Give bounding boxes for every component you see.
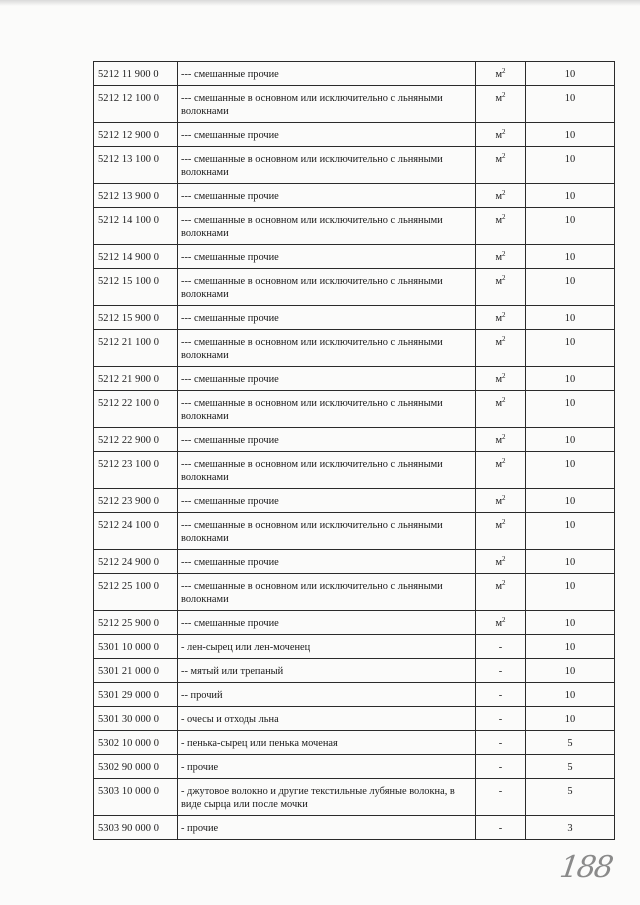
commodity-code-cell: 5212 24 100 0	[94, 513, 178, 550]
unit-exponent: 2	[502, 250, 506, 258]
table-row	[94, 147, 615, 184]
unit-cell	[476, 707, 526, 731]
description-cell: --- смешанные в основном или исключительно с льняными волокнами	[178, 269, 476, 306]
commodity-code-cell: 5301 30 000 0	[94, 707, 178, 731]
unit-symbol: -	[498, 823, 503, 834]
table-row	[94, 428, 615, 452]
unit-exponent: 2	[502, 91, 506, 99]
unit-cell	[476, 755, 526, 779]
unit-symbol: м	[495, 191, 503, 202]
table-row	[94, 683, 615, 707]
duty-rate-cell: 10	[526, 86, 615, 123]
unit-cell	[476, 147, 526, 184]
commodity-code-cell: 5212 15 900 0	[94, 306, 178, 330]
duty-rate-cell: 10	[526, 367, 615, 391]
commodity-code-cell: 5302 90 000 0	[94, 755, 178, 779]
unit-exponent: 2	[502, 213, 506, 221]
table-row	[94, 62, 615, 86]
unit-symbol: м	[495, 215, 503, 226]
scan-edge-shadow	[0, 0, 640, 6]
unit-cell	[476, 245, 526, 269]
description-cell: --- смешанные в основном или исключительно с льняными волокнами	[178, 452, 476, 489]
unit-cell	[476, 513, 526, 550]
description-cell: --- смешанные в основном или исключительно с льняными волокнами	[178, 147, 476, 184]
unit-symbol: м	[495, 496, 503, 507]
unit-cell	[476, 611, 526, 635]
commodity-code-cell: 5303 10 000 0	[94, 779, 178, 816]
unit-symbol: м	[495, 374, 503, 385]
table-row	[94, 659, 615, 683]
description-cell: --- смешанные прочие	[178, 489, 476, 513]
unit-symbol: -	[498, 690, 503, 701]
unit-symbol: м	[495, 337, 503, 348]
duty-rate-cell: 10	[526, 62, 615, 86]
commodity-code-cell: 5301 29 000 0	[94, 683, 178, 707]
description-cell: - прочие	[178, 755, 476, 779]
commodity-code-cell: 5212 23 900 0	[94, 489, 178, 513]
commodity-code-cell: 5212 22 100 0	[94, 391, 178, 428]
duty-rate-cell: 10	[526, 269, 615, 306]
unit-cell	[476, 184, 526, 208]
description-cell: - прочие	[178, 816, 476, 840]
unit-cell	[476, 306, 526, 330]
description-cell: --- смешанные прочие	[178, 62, 476, 86]
duty-rate-cell: 10	[526, 330, 615, 367]
duty-rate-cell: 10	[526, 428, 615, 452]
unit-cell	[476, 452, 526, 489]
unit-cell	[476, 635, 526, 659]
description-cell: -- прочий	[178, 683, 476, 707]
unit-exponent: 2	[502, 67, 506, 75]
duty-rate-cell: 10	[526, 513, 615, 550]
unit-cell	[476, 659, 526, 683]
duty-rate-cell: 10	[526, 391, 615, 428]
unit-symbol: м	[495, 276, 503, 287]
duty-rate-cell: 10	[526, 683, 615, 707]
unit-cell	[476, 330, 526, 367]
commodity-code-cell: 5212 25 900 0	[94, 611, 178, 635]
duty-rate-cell: 3	[526, 816, 615, 840]
duty-rate-cell: 10	[526, 147, 615, 184]
description-cell: --- смешанные в основном или исключительно с льняными волокнами	[178, 574, 476, 611]
table-row	[94, 306, 615, 330]
table-row	[94, 816, 615, 840]
table-row	[94, 731, 615, 755]
unit-symbol: м	[495, 398, 503, 409]
unit-symbol: м	[495, 557, 503, 568]
unit-cell	[476, 123, 526, 147]
table-row	[94, 184, 615, 208]
unit-exponent: 2	[502, 152, 506, 160]
duty-rate-cell: 10	[526, 707, 615, 731]
description-cell: --- смешанные прочие	[178, 245, 476, 269]
unit-cell	[476, 489, 526, 513]
table-row	[94, 574, 615, 611]
unit-cell	[476, 816, 526, 840]
unit-symbol: м	[495, 581, 503, 592]
unit-cell	[476, 731, 526, 755]
duty-rate-cell: 10	[526, 574, 615, 611]
duty-rate-cell: 5	[526, 731, 615, 755]
description-cell: --- смешанные прочие	[178, 123, 476, 147]
unit-cell	[476, 269, 526, 306]
duty-rate-cell: 10	[526, 489, 615, 513]
unit-cell	[476, 208, 526, 245]
unit-cell	[476, 62, 526, 86]
unit-cell	[476, 391, 526, 428]
description-cell: --- смешанные прочие	[178, 611, 476, 635]
table-row	[94, 755, 615, 779]
commodity-code-cell: 5212 13 900 0	[94, 184, 178, 208]
duty-rate-cell: 5	[526, 779, 615, 816]
unit-exponent: 2	[502, 457, 506, 465]
table-row	[94, 779, 615, 816]
unit-symbol: -	[498, 786, 503, 797]
description-cell: --- смешанные в основном или исключительно с льняными волокнами	[178, 391, 476, 428]
table-row	[94, 123, 615, 147]
unit-exponent: 2	[502, 433, 506, 441]
table-row	[94, 635, 615, 659]
description-cell: - джутовое волокно и другие текстильные лубяные волокна, в виде сырца или после мочки	[178, 779, 476, 816]
unit-symbol: м	[495, 459, 503, 470]
commodity-code-cell: 5212 23 100 0	[94, 452, 178, 489]
tariff-table	[93, 61, 615, 840]
commodity-code-cell: 5212 14 100 0	[94, 208, 178, 245]
table-row	[94, 611, 615, 635]
unit-cell	[476, 86, 526, 123]
unit-cell	[476, 550, 526, 574]
unit-exponent: 2	[502, 274, 506, 282]
unit-symbol: -	[498, 714, 503, 725]
commodity-code-cell: 5302 10 000 0	[94, 731, 178, 755]
unit-exponent: 2	[502, 579, 506, 587]
description-cell: --- смешанные в основном или исключительно с льняными волокнами	[178, 513, 476, 550]
duty-rate-cell: 10	[526, 635, 615, 659]
commodity-code-cell: 5212 22 900 0	[94, 428, 178, 452]
commodity-code-cell: 5212 24 900 0	[94, 550, 178, 574]
unit-exponent: 2	[502, 396, 506, 404]
unit-exponent: 2	[502, 372, 506, 380]
unit-exponent: 2	[502, 335, 506, 343]
description-cell: - очесы и отходы льна	[178, 707, 476, 731]
commodity-code-cell: 5212 13 100 0	[94, 147, 178, 184]
description-cell: --- смешанные в основном или исключительно с льняными волокнами	[178, 86, 476, 123]
unit-symbol: -	[498, 738, 503, 749]
unit-cell	[476, 367, 526, 391]
duty-rate-cell: 10	[526, 245, 615, 269]
duty-rate-cell: 10	[526, 306, 615, 330]
unit-symbol: -	[498, 762, 503, 773]
unit-exponent: 2	[502, 518, 506, 526]
table-row	[94, 208, 615, 245]
duty-rate-cell: 5	[526, 755, 615, 779]
commodity-code-cell: 5301 10 000 0	[94, 635, 178, 659]
table-row	[94, 452, 615, 489]
duty-rate-cell: 10	[526, 452, 615, 489]
unit-cell	[476, 683, 526, 707]
table-row	[94, 269, 615, 306]
unit-cell	[476, 428, 526, 452]
commodity-code-cell: 5212 12 100 0	[94, 86, 178, 123]
description-cell: - лен-сырец или лен-моченец	[178, 635, 476, 659]
unit-exponent: 2	[502, 555, 506, 563]
table-row	[94, 391, 615, 428]
commodity-code-cell: 5212 12 900 0	[94, 123, 178, 147]
unit-symbol: -	[498, 666, 503, 677]
commodity-code-cell: 5301 21 000 0	[94, 659, 178, 683]
unit-exponent: 2	[502, 311, 506, 319]
commodity-code-cell: 5212 15 100 0	[94, 269, 178, 306]
table-row	[94, 330, 615, 367]
table-row	[94, 245, 615, 269]
duty-rate-cell: 10	[526, 659, 615, 683]
description-cell: - пенька-сырец или пенька моченая	[178, 731, 476, 755]
description-cell: -- мятый или трепаный	[178, 659, 476, 683]
commodity-code-cell: 5212 25 100 0	[94, 574, 178, 611]
table-row	[94, 513, 615, 550]
unit-symbol: м	[495, 435, 503, 446]
unit-symbol: м	[495, 69, 503, 80]
unit-exponent: 2	[502, 494, 506, 502]
commodity-code-cell: 5212 14 900 0	[94, 245, 178, 269]
description-cell: --- смешанные прочие	[178, 306, 476, 330]
unit-symbol: м	[495, 130, 503, 141]
commodity-code-cell: 5303 90 000 0	[94, 816, 178, 840]
tariff-table-body	[94, 62, 615, 840]
unit-symbol: м	[495, 313, 503, 324]
unit-symbol: м	[495, 520, 503, 531]
unit-symbol: м	[495, 154, 503, 165]
duty-rate-cell: 10	[526, 184, 615, 208]
duty-rate-cell: 10	[526, 611, 615, 635]
unit-exponent: 2	[502, 616, 506, 624]
table-row	[94, 86, 615, 123]
unit-symbol: м	[495, 252, 503, 263]
duty-rate-cell: 10	[526, 208, 615, 245]
table-row	[94, 367, 615, 391]
table-row	[94, 550, 615, 574]
unit-symbol: м	[495, 618, 503, 629]
table-row	[94, 707, 615, 731]
duty-rate-cell: 10	[526, 550, 615, 574]
unit-cell	[476, 779, 526, 816]
description-cell: --- смешанные прочие	[178, 428, 476, 452]
description-cell: --- смешанные прочие	[178, 550, 476, 574]
description-cell: --- смешанные прочие	[178, 184, 476, 208]
duty-rate-cell: 10	[526, 123, 615, 147]
commodity-code-cell: 5212 21 100 0	[94, 330, 178, 367]
unit-exponent: 2	[502, 128, 506, 136]
description-cell: --- смешанные в основном или исключительно с льняными волокнами	[178, 330, 476, 367]
handwritten-page-number: 188	[557, 850, 614, 885]
unit-cell	[476, 574, 526, 611]
unit-symbol: м	[495, 93, 503, 104]
description-cell: --- смешанные прочие	[178, 367, 476, 391]
unit-exponent: 2	[502, 189, 506, 197]
unit-symbol: -	[498, 642, 503, 653]
table-row	[94, 489, 615, 513]
commodity-code-cell: 5212 11 900 0	[94, 62, 178, 86]
commodity-code-cell: 5212 21 900 0	[94, 367, 178, 391]
description-cell: --- смешанные в основном или исключительно с льняными волокнами	[178, 208, 476, 245]
